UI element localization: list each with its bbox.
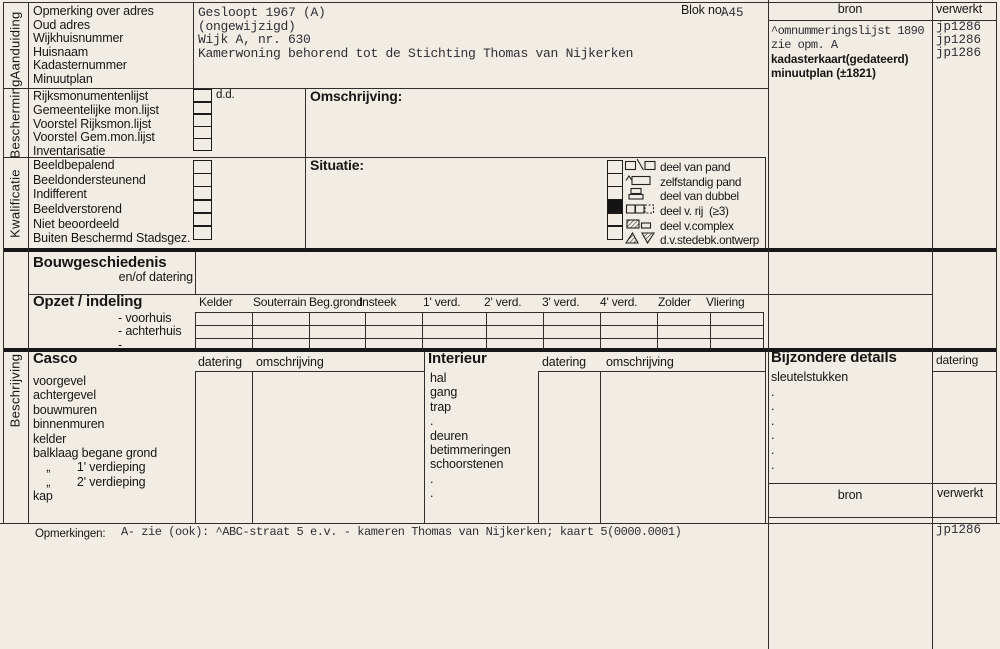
bijzondere-row-label: . <box>771 457 775 472</box>
casco-row-label: „ 2' verdieping <box>33 474 146 489</box>
grid-line <box>424 352 425 523</box>
grid-line <box>933 371 997 372</box>
situatie-option-label: deel van dubbel <box>660 189 739 204</box>
casco-title: Casco <box>33 350 78 367</box>
bescherming-item-label: Inventarisatie <box>33 144 106 159</box>
bron-typed-lines <box>771 25 924 53</box>
casco-row-label: binnenmuren <box>33 417 105 432</box>
opzet-column-header: 3' verd. <box>542 295 580 309</box>
casco-row-label: balklaag begane grond <box>33 445 158 460</box>
verwerkt-value: jp1286 <box>936 20 982 34</box>
situatie-option-label: deel v. rij (≥3) <box>660 203 729 218</box>
bron-printed-line: kadasterkaart(gedateerd) <box>771 52 909 66</box>
grid-line <box>763 312 764 349</box>
opmerkingen-typed-value: A- zie (ook): ^ABC-straat 5 e.v. - kameren Thomas van Nijkerken; kaart 5(0000.0001) <box>121 525 682 539</box>
bijzondere-row-label: . <box>771 399 775 414</box>
casco-row-label: voorgevel <box>33 374 86 388</box>
kwalificatie-item-label: Beeldbepalend <box>33 158 115 172</box>
verwerkt-header-lower: verwerkt <box>937 486 984 500</box>
situatie-option <box>624 233 759 248</box>
grid-line <box>768 483 997 484</box>
verwerkt-value: jp1286 <box>936 33 982 48</box>
interieur-row-label: . <box>430 486 434 501</box>
verwerkt-column-header: verwerkt <box>936 2 983 16</box>
grid-line <box>657 312 658 349</box>
aanduiding-field-label: Minuutplan <box>33 71 93 86</box>
casco-row-label: kelder <box>33 431 67 446</box>
casco-omschrijving-header: omschrijving <box>256 355 324 369</box>
stedebouwkundig-ontwerp-icon <box>624 231 660 249</box>
grid-line <box>28 2 29 523</box>
kwalificatie-item-label: Buiten Beschermd Stadsgez. <box>33 231 191 246</box>
omschrijving-title: Omschrijving: <box>310 88 403 104</box>
situatie-title: Situatie: <box>310 157 364 173</box>
casco-row-label: „ 1' verdieping <box>33 460 146 475</box>
opzet-row-label: - voorhuis <box>118 311 172 325</box>
grid-line <box>486 312 487 349</box>
opzet-column-header: Kelder <box>199 295 233 309</box>
casco-row-list <box>33 375 157 505</box>
interieur-omschrijving-header: omschrijving <box>606 355 674 369</box>
bouwgeschiedenis-title: Bouwgeschiedenis <box>33 254 167 271</box>
section-label-kwalificatie: Kwalificatie <box>7 169 23 238</box>
bescherming-label-list <box>33 90 159 159</box>
opzet-column-header: 4' verd. <box>600 295 638 309</box>
casco-row-label: kap <box>33 489 53 504</box>
grid-line <box>600 372 601 523</box>
kwalificatie-item-label: Niet beoordeeld <box>33 216 120 231</box>
aanduiding-field-label: Huisnaam <box>33 44 89 59</box>
situatie-checkbox-column <box>607 160 623 241</box>
grid-line <box>422 312 423 349</box>
grid-line <box>195 372 196 523</box>
interieur-row-label: betimmeringen <box>430 442 511 457</box>
bijzondere-row-list <box>771 371 848 473</box>
aanduiding-typed-value: Wijk A, nr. 630 <box>198 32 311 47</box>
situatie-option-label: deel v.complex <box>660 218 734 233</box>
casco-row-label: bouwmuren <box>33 402 97 417</box>
interieur-row-label: . <box>430 471 434 486</box>
interieur-row-label: schoorstenen <box>430 457 504 472</box>
opzet-title: Opzet / indeling <box>33 293 143 310</box>
aanduiding-typed-value: Kamerwoning behorend tot de Stichting Thomas van Nijkerken <box>198 45 634 61</box>
grid-line <box>600 312 601 349</box>
grid-line <box>28 294 933 295</box>
dd-label: d.d. <box>216 89 235 101</box>
opzet-column-header: Vliering <box>706 295 745 309</box>
bijzondere-row-label: . <box>771 413 775 428</box>
grid-line <box>768 517 997 518</box>
opzet-column-header: Zolder <box>658 295 691 309</box>
situatie-option-list <box>624 160 759 248</box>
bijzondere-row-label: . <box>771 384 775 399</box>
grid-line <box>305 88 306 249</box>
section-label-beschrijving: Beschrijving <box>7 353 23 428</box>
aanduiding-field-list <box>33 5 154 87</box>
grid-line <box>365 312 366 349</box>
aanduiding-field-label: Wijkhuisnummer <box>33 31 124 46</box>
grid-line <box>538 371 765 372</box>
aanduiding-field-label: Opmerking over adres <box>33 4 154 18</box>
verwerkt-value: jp1286 <box>936 46 982 61</box>
situatie-option-label: zelfstandig pand <box>660 174 742 189</box>
casco-row-label: achtergevel <box>33 388 96 403</box>
interieur-row-label: . <box>430 414 434 429</box>
grid-line <box>768 0 769 649</box>
interieur-datering-header: datering <box>542 355 586 369</box>
bron-typed-line: ^omnummeringslijst 1890 <box>771 24 924 38</box>
opzet-column-header: Beg.grond <box>309 295 363 309</box>
grid-line <box>195 371 425 372</box>
opzet-row-label: - <box>118 337 123 352</box>
grid-line <box>710 312 711 349</box>
grid-line <box>309 312 310 349</box>
bijzondere-row-label: . <box>771 442 775 457</box>
grid-line <box>195 252 196 294</box>
verwerkt-value-list <box>936 21 981 61</box>
kwalificatie-item-label: Indifferent <box>33 187 87 202</box>
grid-line <box>538 372 539 523</box>
bron-header-lower: bron <box>837 488 863 502</box>
kwalificatie-checkbox <box>193 225 212 240</box>
interieur-row-label: deuren <box>430 428 469 443</box>
grid-line <box>765 352 766 523</box>
bescherming-checkbox <box>193 138 212 152</box>
aanduiding-typed-value: Gesloopt 1967 (A) <box>198 5 326 20</box>
opmerkingen-verwerkt-value: jp1286 <box>936 523 982 537</box>
blok-no-label: Blok no: <box>681 3 725 17</box>
interieur-title: Interieur <box>428 350 487 367</box>
situatie-checkbox <box>607 225 623 240</box>
bescherming-checkbox-column <box>193 89 212 151</box>
section-label-bescherming: Bescherming <box>7 79 23 159</box>
aanduiding-field-label: Oud adres <box>33 17 91 32</box>
section-label-aanduiding: Aanduiding <box>7 11 23 80</box>
bijzondere-details-title: Bijzondere details <box>771 349 897 366</box>
bijzondere-row-label: sleutelstukken <box>771 370 849 384</box>
interieur-row-label: gang <box>430 385 458 400</box>
opzet-column-header: 1' verd. <box>423 295 461 309</box>
aanduiding-typed-value: (ongewijzigd) <box>198 18 296 34</box>
grid-line <box>765 157 766 249</box>
casco-datering-header: datering <box>198 355 242 369</box>
opzet-column-header: Insteek <box>359 295 397 309</box>
blok-no-value: A45 <box>721 6 744 20</box>
interieur-row-label: trap <box>430 399 451 414</box>
section-divider <box>3 248 997 252</box>
grid-line <box>195 312 764 313</box>
kwalificatie-item-label: Beeldondersteunend <box>33 172 146 187</box>
bron-printed-line: minuutplan (±1821) <box>771 65 876 80</box>
bescherming-item-label: Gemeentelijke mon.lijst <box>33 102 159 117</box>
bijzondere-row-label: . <box>771 428 775 443</box>
situatie-option-label: d.v.stedebk.ontwerp <box>660 233 760 248</box>
bouwgeschiedenis-subtitle: en/of datering <box>118 270 193 284</box>
bescherming-item-label: Voorstel Gem.mon.lijst <box>33 130 155 145</box>
opzet-row-list <box>118 312 182 352</box>
kwalificatie-item-label: Beeldverstorend <box>33 202 122 217</box>
opzet-row-label: - achterhuis <box>118 324 182 339</box>
grid-line <box>543 312 544 349</box>
interieur-row-list <box>430 372 511 502</box>
situatie-option-label: deel van pand <box>660 159 731 174</box>
bijzondere-datering-header: datering <box>936 353 979 367</box>
kwalificatie-label-list <box>33 159 190 247</box>
interieur-row-label: hal <box>430 371 447 385</box>
bron-column-header: bron <box>837 2 863 16</box>
grid-line <box>996 2 997 523</box>
bescherming-item-label: Voorstel Rijksmon.lijst <box>33 116 152 131</box>
kwalificatie-checkbox-column <box>193 160 212 241</box>
opzet-column-header: 2' verd. <box>484 295 522 309</box>
grid-line <box>195 325 764 326</box>
grid-line <box>195 312 196 349</box>
grid-line <box>252 312 253 349</box>
bron-printed-lines <box>771 53 908 80</box>
aanduiding-field-label: Kadasternummer <box>33 58 127 73</box>
aanduiding-value-list <box>198 6 633 60</box>
grid-line <box>3 2 4 523</box>
opmerkingen-label: Opmerkingen: <box>35 528 106 540</box>
bron-typed-line: zie opm. A <box>771 37 838 52</box>
grid-line <box>252 372 253 523</box>
grid-line <box>932 0 933 649</box>
opzet-column-header: Souterrain <box>253 295 307 309</box>
grid-line <box>195 338 764 339</box>
grid-line <box>193 2 194 88</box>
bescherming-item-label: Rijksmonumentenlijst <box>33 89 149 103</box>
